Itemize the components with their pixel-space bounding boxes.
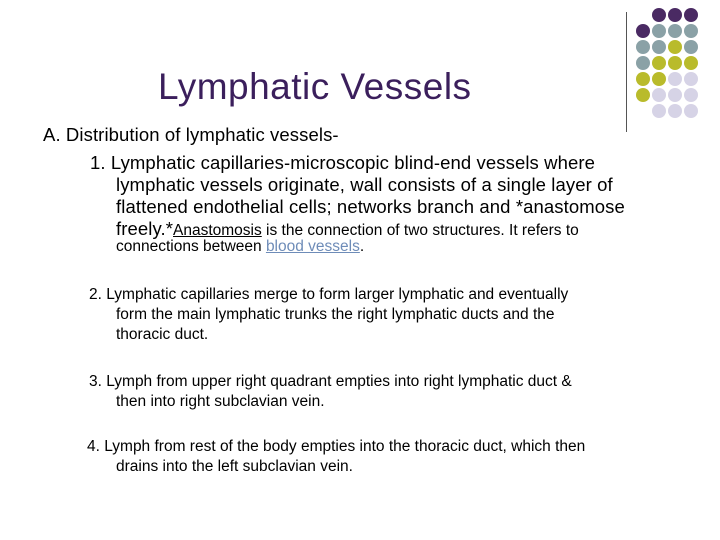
decorative-dot [636, 24, 650, 38]
point-2-line-2: form the main lymphatic trunks the right lymphatic ducts and the [116, 306, 555, 323]
decorative-dot [668, 88, 682, 102]
decorative-dot [636, 88, 650, 102]
title-divider [626, 12, 627, 132]
point-1-line-5-prefix: connections between [116, 238, 266, 255]
point-2-line-1: 2. Lymphatic capillaries merge to form larger lymphatic and eventually [89, 286, 569, 303]
blood-vessels-link[interactable]: blood vessels [265, 238, 360, 255]
point-1-line-2: lymphatic vessels originate, wall consists of a single layer of [116, 174, 613, 195]
decorative-dot [636, 56, 650, 70]
decorative-dot [652, 8, 666, 22]
decorative-dot [684, 72, 698, 86]
decorative-dot [684, 40, 698, 54]
point-1-line-4-prefix: freely.* [116, 218, 174, 239]
anastomosis-term: Anastomosis [173, 222, 262, 239]
decorative-dot [668, 72, 682, 86]
decorative-dot [652, 72, 666, 86]
decorative-dot [636, 72, 650, 86]
decorative-dot [668, 8, 682, 22]
decorative-dot-grid [636, 8, 716, 120]
slide-title: Lymphatic Vessels [158, 66, 472, 107]
point-1-line-5-suffix: . [359, 238, 365, 255]
point-3-line-1: 3. Lymph from upper right quadrant empties into right lymphatic duct & [89, 373, 572, 390]
decorative-dot [668, 40, 682, 54]
decorative-dot [652, 56, 666, 70]
decorative-dot [652, 24, 666, 38]
decorative-dot [636, 40, 650, 54]
decorative-dot [684, 56, 698, 70]
decorative-dot [652, 104, 666, 118]
decorative-dot [684, 8, 698, 22]
point-1-line-5 [116, 238, 364, 256]
point-2-line-3: thoracic duct. [116, 326, 209, 343]
point-4-line-2: drains into the left subclavian vein. [116, 458, 353, 475]
decorative-dot [652, 40, 666, 54]
point-1-line-1: 1. Lymphatic capillaries-microscopic blind-end vessels where [90, 152, 596, 173]
point-1-line-3: flattened endothelial cells; networks branch and *anastomose [116, 196, 625, 217]
decorative-dot [684, 88, 698, 102]
section-heading: A. Distribution of lymphatic vessels- [43, 124, 339, 145]
decorative-dot [668, 24, 682, 38]
decorative-dot [652, 88, 666, 102]
point-1-line-4 [116, 218, 579, 240]
decorative-dot [684, 104, 698, 118]
anastomosis-definition: is the connection of two structures. It refers to [261, 222, 579, 239]
point-4-line-1: 4. Lymph from rest of the body empties into the thoracic duct, which then [87, 438, 586, 455]
decorative-dot [668, 56, 682, 70]
decorative-dot [668, 104, 682, 118]
point-3-line-2: then into right subclavian vein. [116, 393, 325, 410]
decorative-dot [684, 24, 698, 38]
